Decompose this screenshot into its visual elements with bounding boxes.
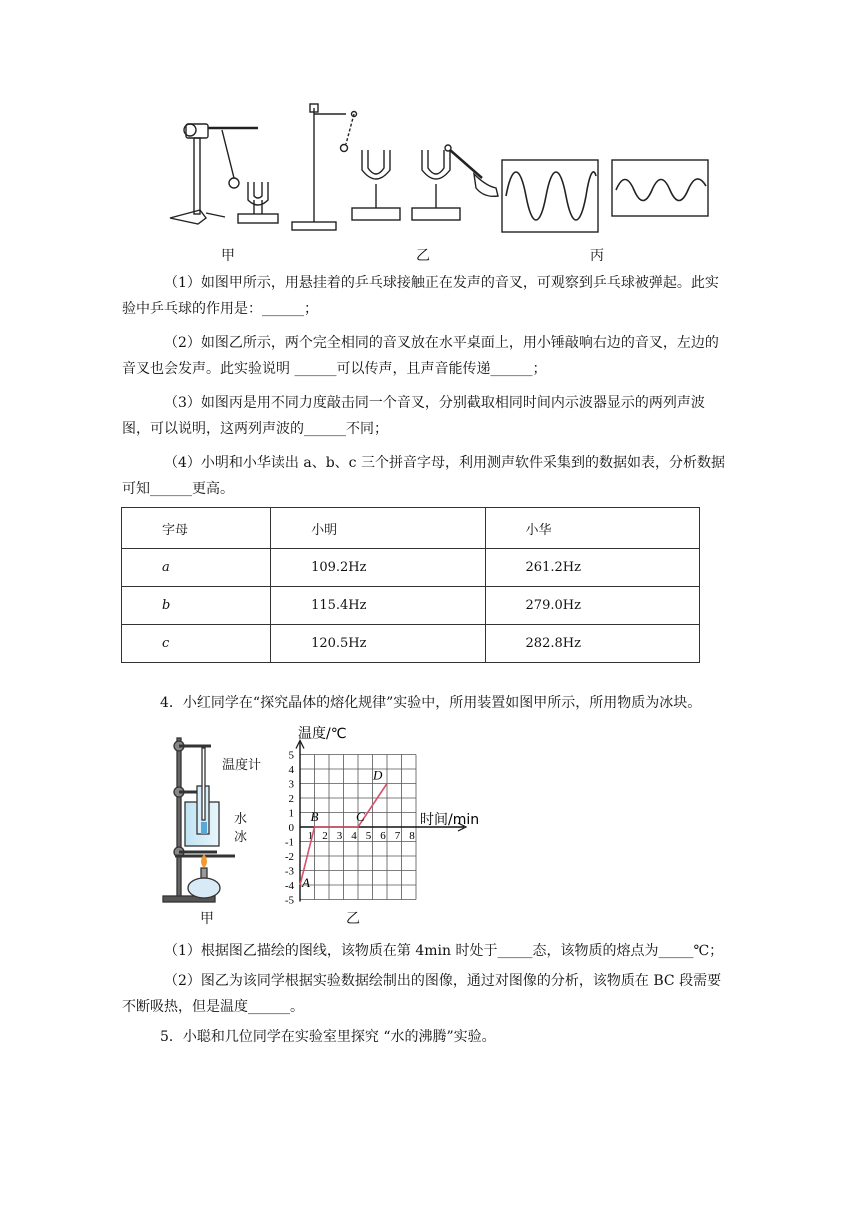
table-header: 小明 xyxy=(271,508,485,549)
q5-intro: 5．小聪和几位同学在实验室里探究 “水的沸腾”实验。 xyxy=(160,1029,496,1045)
table-row xyxy=(122,549,700,587)
ice-label: 冰 xyxy=(234,830,248,845)
q4-part1: （1）根据图乙描绘的图线，该物质在第 4min 时处于_____态，该物质的熔点为_____℃； xyxy=(164,943,724,959)
table-row xyxy=(122,587,700,625)
table-cell: a xyxy=(122,549,271,587)
x-tick-label: 7 xyxy=(394,830,401,842)
caption-bing: 丙 xyxy=(590,248,604,264)
table-cell: 115.4Hz xyxy=(271,587,485,625)
table-cell: 120.5Hz xyxy=(271,625,485,663)
table-cell: c xyxy=(122,625,271,663)
tuning-fork-figure xyxy=(150,100,730,240)
q3-part1: （1）如图甲所示，用悬挂着的乒乓球接触正在发声的音叉，可观察到乒乓球被弹起。此实验中乒乓球的作用是：______； xyxy=(122,275,719,317)
point-label: A xyxy=(302,875,310,890)
y-axis-label: 温度/℃ xyxy=(298,726,347,742)
caption-yi: 乙 xyxy=(416,248,430,264)
point-label: C xyxy=(356,809,365,824)
point-label: B xyxy=(310,809,319,824)
y-tick-label: 0 xyxy=(288,822,294,834)
table-header: 字母 xyxy=(122,508,271,549)
thermometer-label: 温度计 xyxy=(222,758,262,773)
q4-questions xyxy=(122,938,732,1020)
y-tick-label: 5 xyxy=(288,749,294,762)
y-tick-label: 4 xyxy=(288,764,294,776)
q3-part3: （3）如图丙是用不同力度敲击同一个音叉，分别截取相同时间内示波器显示的两列声波图，可以说明，这两列声波的______不同； xyxy=(122,395,705,437)
x-tick-label: 6 xyxy=(380,830,386,842)
table-cell: 282.8Hz xyxy=(485,625,699,663)
point-label: D xyxy=(373,767,383,783)
melting-chart xyxy=(270,720,500,910)
y-tick-label: 1 xyxy=(288,807,294,820)
x-tick-label: 4 xyxy=(351,830,357,842)
caption-yi-2: 乙 xyxy=(346,911,360,927)
y-tick-label: -3 xyxy=(284,865,294,878)
y-tick-label: -5 xyxy=(284,894,294,907)
table-cell: 279.0Hz xyxy=(485,587,699,625)
caption-jia: 甲 xyxy=(221,248,235,264)
table-cell: 261.2Hz xyxy=(485,549,699,587)
table-cell: 109.2Hz xyxy=(271,549,485,587)
table-header-row xyxy=(122,508,700,549)
y-tick-label: 2 xyxy=(288,793,294,805)
q3-text xyxy=(122,270,732,502)
frequency-table xyxy=(121,507,700,663)
caption-jia-2: 甲 xyxy=(200,911,214,927)
y-tick-label: -1 xyxy=(284,836,294,849)
table-cell: b xyxy=(122,587,271,625)
table-row xyxy=(122,625,700,663)
water-label: 水 xyxy=(234,812,248,827)
q4-part2: （2）图乙为该同学根据实验数据绘制出的图像，通过对图像的分析，该物质在 BC 段需要不断吸热，但是温度______。 xyxy=(122,973,722,1015)
x-tick-label: 2 xyxy=(322,830,328,842)
loud-wave xyxy=(506,172,596,220)
x-tick-label: 1 xyxy=(307,830,314,842)
q4-intro: 4．小红同学在“探究晶体的熔化规律”实验中，所用装置如图甲所示，所用物质为冰块。 xyxy=(160,695,702,711)
q3-part2: （2）如图乙所示，两个完全相同的音叉放在水平桌面上，用小锤敲响右边的音叉，左边的音叉也会发声。此实验说明 ______可以传声，且声音能传递______； xyxy=(122,335,719,377)
x-axis-label: 时间/min xyxy=(420,812,480,828)
x-tick-label: 8 xyxy=(409,830,415,842)
x-tick-label: 5 xyxy=(365,830,372,842)
y-tick-label: -4 xyxy=(284,880,294,892)
y-tick-label: 3 xyxy=(288,778,294,791)
x-tick-label: 3 xyxy=(336,830,343,842)
y-tick-label: -2 xyxy=(284,851,294,863)
soft-wave xyxy=(616,179,706,201)
q3-part4: （4）小明和小华读出 a、b、c 三个拼音字母，利用测声软件采集到的数据如表，分析数据可知______更高。 xyxy=(122,455,725,497)
table-header: 小华 xyxy=(485,508,699,549)
